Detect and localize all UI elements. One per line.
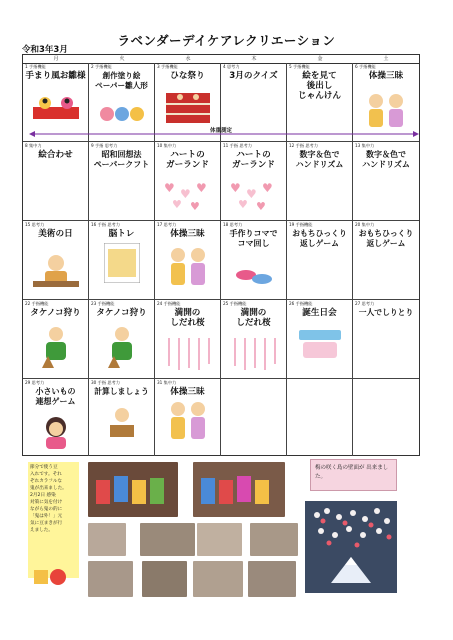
day-cell — [155, 221, 221, 300]
day-activity: 誕生日会 — [302, 308, 337, 318]
day-cell — [221, 142, 287, 221]
hina-stand-icon — [162, 85, 214, 125]
day-tag: 25 手指機能 — [223, 301, 247, 306]
oni-mask-icon — [32, 566, 70, 588]
day-activity: 絵合わせ — [38, 150, 73, 160]
day-activity: 体操三昧 — [368, 71, 404, 81]
day-activity: 創作塗り絵 ペーパー雛人形 — [95, 71, 148, 90]
day-tag: 19 手指機能 — [289, 222, 313, 227]
day-activity: おもちひっくり 返しゲーム — [358, 229, 414, 248]
day-tag: 13 集中力 — [355, 143, 375, 148]
note-line: 対策に気を付け — [30, 500, 63, 505]
day-cell — [287, 142, 353, 221]
note-line: ぞれカラフルな — [30, 479, 62, 484]
exercise-elders-icon — [163, 245, 213, 289]
day-tag: 12 手指 思考力 — [289, 143, 318, 148]
setsubun-note — [28, 462, 79, 578]
photo-activity — [250, 523, 298, 556]
calendar — [22, 54, 420, 456]
plum-wall-note: 梅の咲く島の壁面が 出来ました。 — [310, 459, 397, 491]
month-label: 令和3年3月 — [22, 45, 68, 55]
photo-activity — [142, 561, 187, 597]
note-line: 気に豆まきが行 — [30, 521, 63, 526]
day-cell — [287, 379, 353, 456]
photo-activity — [88, 523, 126, 556]
paper-dolls-icon — [97, 101, 147, 127]
day-activity: タケノコ狩り — [30, 308, 81, 318]
photo-activity — [140, 523, 195, 556]
day-tag: 5 手指機能 — [289, 64, 310, 69]
day-tag: 17 思考力 — [157, 222, 177, 227]
page-title: ラベンダーデイケアレクリエーション — [117, 33, 336, 48]
birthday-cake-icon — [295, 326, 345, 362]
note-line: えました。 — [30, 528, 53, 533]
weekday-wed: 水 — [185, 56, 191, 62]
day-activity: 絵を見て 後出し じゃんけん — [298, 71, 341, 101]
day-tag: 18 思考力 — [223, 222, 243, 227]
day-cell — [23, 300, 89, 379]
day-activity: 小さいもの 連想ゲーム — [35, 387, 76, 406]
day-activity: 3月のクイズ — [229, 71, 278, 81]
photo-activity — [248, 561, 296, 597]
svg-text:♥: ♥ — [261, 181, 273, 195]
note-line: 入れです。それ — [30, 472, 62, 477]
day-tag: 16 手指 思考力 — [91, 222, 120, 227]
photo-activity — [88, 561, 133, 597]
day-tag: 10 集中力 — [157, 143, 177, 148]
day-tag: 2 手指機能 — [91, 64, 112, 69]
double-arrow-icon — [29, 131, 419, 137]
day-tag: 30 手指 思考力 — [91, 380, 120, 385]
day-cell — [23, 142, 89, 221]
day-activity: 手作りコマで コマ回し — [229, 229, 278, 248]
day-cell — [287, 300, 353, 379]
photo-activity — [197, 523, 242, 556]
photo-oni-cups — [193, 462, 285, 517]
weekday-tue: 火 — [119, 56, 125, 62]
day-tag: 27 思考力 — [355, 301, 375, 306]
day-tag: 4 思考力 — [223, 64, 240, 69]
day-tag: 29 思考力 — [25, 380, 45, 385]
day-activity: 数字＆色で ハンドリズム — [295, 150, 344, 169]
day-activity: 体操三昧 — [170, 229, 205, 239]
thinking-woman-icon — [38, 413, 74, 449]
day-activity: 一人でしりとり — [358, 308, 414, 317]
note-line: ながら鬼の的に — [30, 507, 63, 512]
day-cell — [89, 300, 155, 379]
day-activity: ひな祭り — [170, 71, 205, 81]
day-activity: 数字＆色で ハンドリズム — [362, 150, 410, 169]
day-cell — [287, 221, 353, 300]
hina-dolls-icon — [31, 93, 81, 121]
weight-banner: 体重測定 — [209, 128, 232, 134]
day-activity: 美術の日 — [38, 229, 73, 239]
day-activity: 昭和回想法 ペーパークフト — [93, 150, 150, 169]
note-line: 2月2日 感染 — [30, 493, 56, 498]
day-cell — [155, 142, 221, 221]
day-tag: 31 集中力 — [157, 380, 177, 385]
weeping-cherry-icon — [227, 336, 281, 372]
day-cell — [353, 379, 419, 456]
bamboo-shoot-icon — [34, 324, 78, 370]
day-activity: ハートの ガーランド — [166, 150, 209, 170]
note-line: 鬼が出来ました。 — [30, 486, 67, 491]
weekday-thu: 木 — [251, 56, 257, 62]
day-tag: 1 手指機能 — [25, 64, 46, 69]
day-tag: 6 手指機能 — [355, 64, 376, 69]
day-activity: ハートの ガーランド — [232, 150, 275, 170]
heart-garland-icon — [226, 178, 282, 212]
day-cell — [155, 379, 221, 456]
day-cell — [155, 300, 221, 379]
day-activity: おもちひっくり 返しゲーム — [292, 229, 347, 248]
day-tag: 26 手指機能 — [289, 301, 313, 306]
exercise-elders-icon — [163, 399, 213, 443]
svg-text:♥: ♥ — [245, 187, 257, 201]
day-tag: 15 思考力 — [25, 222, 45, 227]
day-cell — [23, 221, 89, 300]
day-tag: 8 集中力 — [25, 143, 42, 148]
svg-text:♥: ♥ — [179, 187, 191, 201]
day-tag: 20 集中力 — [355, 222, 375, 227]
day-cell — [89, 142, 155, 221]
brain-training-icon — [104, 243, 140, 283]
photo-oni-cups — [88, 462, 178, 517]
svg-text:♥: ♥ — [237, 198, 248, 211]
day-tag: 22 手指機能 — [25, 301, 49, 306]
day-activity: 体操三昧 — [170, 387, 205, 397]
day-activity: タケノコ狩り — [96, 308, 147, 318]
plum-blossom-wall-icon — [305, 501, 397, 593]
weekday-fri: 金 — [317, 56, 323, 62]
svg-text:♥: ♥ — [189, 200, 200, 212]
heart-garland-icon — [160, 178, 216, 212]
day-tag: 9 手指 思考力 — [91, 143, 118, 148]
calculation-icon — [100, 403, 144, 443]
day-cell — [353, 221, 419, 300]
weekday-sat: 土 — [383, 56, 389, 62]
day-cell — [89, 379, 155, 456]
day-cell — [221, 379, 287, 456]
spinning-top-icon — [234, 265, 274, 287]
svg-text:♥: ♥ — [171, 198, 182, 211]
day-tag: 23 手指機能 — [91, 301, 115, 306]
svg-text:♥: ♥ — [229, 181, 241, 195]
plum-wall-photo — [305, 501, 397, 593]
day-cell — [353, 142, 419, 221]
photo-activity — [193, 561, 243, 597]
day-activity: 脳トレ — [108, 229, 135, 239]
day-cell — [23, 379, 89, 456]
painter-icon — [31, 251, 81, 291]
exercise-elders-icon — [361, 91, 411, 131]
day-cell — [353, 300, 419, 379]
day-cell — [89, 221, 155, 300]
note-line: 節分で使う豆 — [30, 465, 58, 470]
weeping-cherry-icon — [161, 336, 215, 372]
day-activity: 計算しましょう — [94, 387, 149, 396]
day-tag: 24 手指機能 — [157, 301, 181, 306]
day-activity: 満開の しだれ桜 — [170, 308, 205, 328]
note-line: 「鬼は外！」元 — [30, 514, 63, 519]
day-tag: 3 手指機能 — [157, 64, 178, 69]
day-cell — [221, 221, 287, 300]
svg-text:♥: ♥ — [195, 181, 207, 195]
day-cell — [221, 300, 287, 379]
weekday-mon: 月 — [53, 56, 59, 62]
day-tag: 11 手指 思考力 — [223, 143, 252, 148]
svg-text:♥: ♥ — [163, 181, 175, 195]
bamboo-shoot-icon — [100, 324, 144, 370]
day-activity: 手まり風お雛様 — [25, 71, 86, 81]
day-activity: 満開の しだれ桜 — [236, 308, 271, 328]
svg-text:♥: ♥ — [255, 200, 266, 212]
